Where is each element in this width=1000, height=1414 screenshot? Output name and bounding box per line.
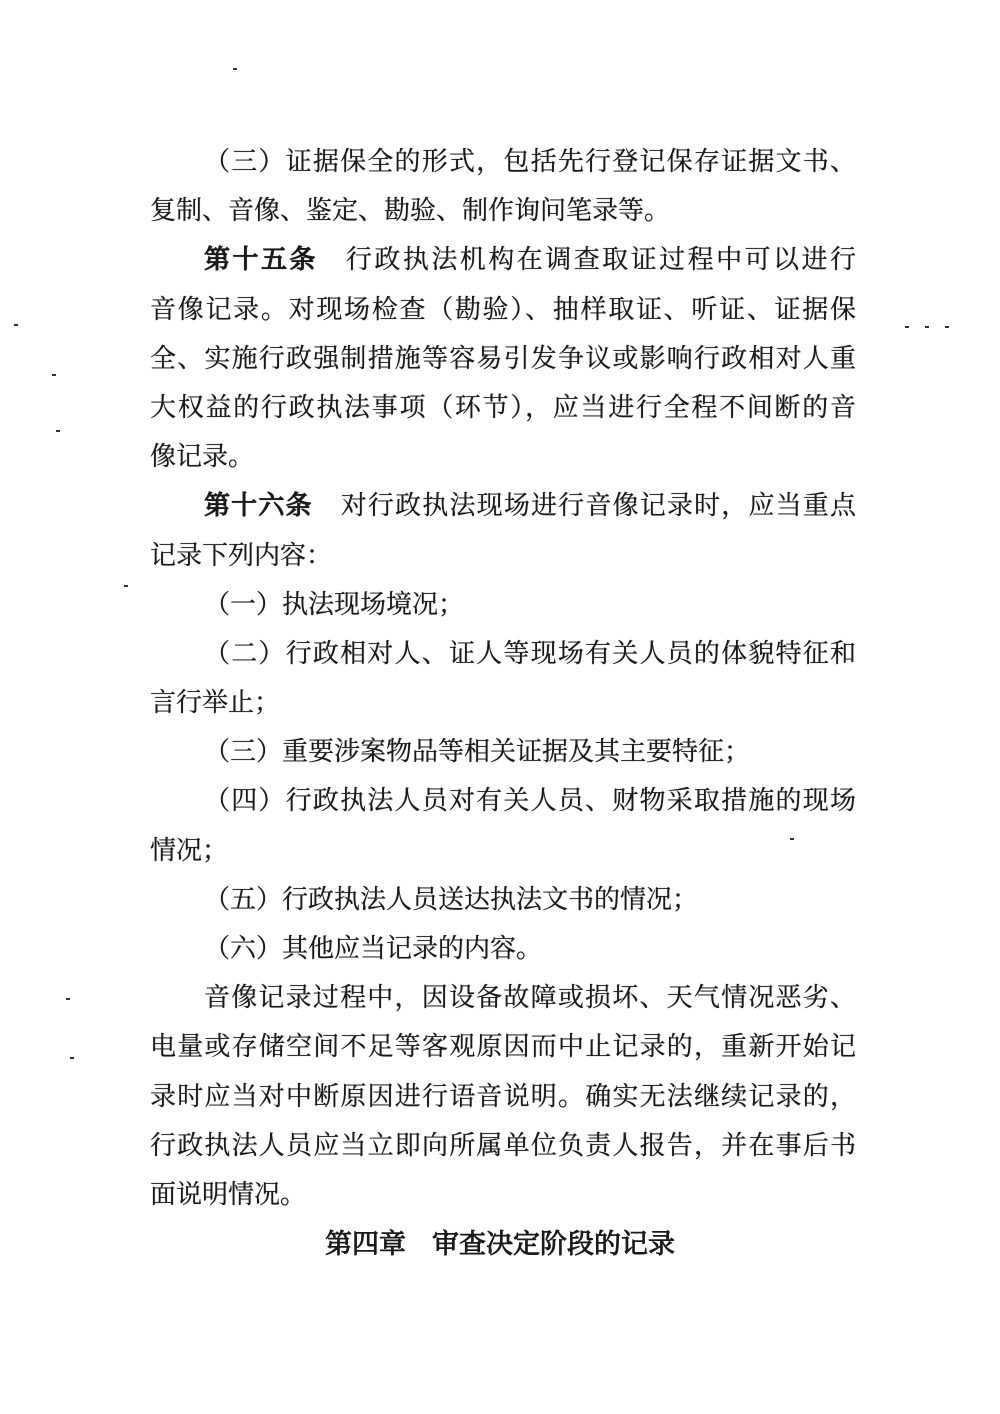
document-body xyxy=(150,138,856,1220)
paragraph-line: 行政执法人员应当立即向所属单位负责人报告，并在事后书 xyxy=(150,1130,856,1161)
scan-speck xyxy=(790,838,794,840)
chapter-title: 审查决定阶段的记录 xyxy=(432,1229,675,1260)
paragraph-line: 音像记录过程中，因设备故障或损坏、天气情况恶劣、 xyxy=(204,983,856,1014)
paragraph-line: 像记录。 xyxy=(150,442,255,473)
scan-speck xyxy=(52,374,56,376)
list-item: （二）行政相对人、证人等现场有关人员的体貌特征和 xyxy=(204,638,856,669)
scan-speck xyxy=(233,68,237,70)
article-15-text: 行政执法机构在调查取证过程中可以进行 xyxy=(345,245,856,276)
list-item: （三）重要涉案物品等相关证据及其主要特征； xyxy=(204,737,751,768)
paragraph-line: 录时应当对中断原因进行语音说明。确实无法继续记录的， xyxy=(150,1081,856,1112)
scan-speck xyxy=(70,1057,74,1059)
scan-speck xyxy=(925,326,929,328)
list-item: （五）行政执法人员送达执法文书的情况； xyxy=(204,884,699,915)
article-15-first-line xyxy=(150,236,856,285)
paragraph-line: 大权益的行政执法事项（环节），应当进行全程不间断的音 xyxy=(150,392,856,423)
paragraph-line: 音像记录。对现场检查（勘验）、抽样取证、听证、证据保 xyxy=(150,294,856,325)
paragraph-line: 面说明情况。 xyxy=(150,1179,307,1210)
article-16-first-line xyxy=(150,482,856,531)
article-16-heading: 第十六条 xyxy=(204,491,313,522)
list-item: （四）行政执法人员对有关人员、财物采取措施的现场 xyxy=(204,786,856,817)
list-item: （六）其他应当记录的内容。 xyxy=(204,934,543,964)
paragraph-line: 电量或存储空间不足等客观原因而中止记录的，重新开始记 xyxy=(150,1032,856,1063)
paragraph-line: 全、实施行政强制措施等容易引发争议或影响行政相对人重 xyxy=(150,343,856,374)
chapter-number: 第四章 xyxy=(325,1229,406,1260)
scan-speck xyxy=(945,326,949,328)
scan-speck xyxy=(124,585,128,587)
list-item-continuation: 情况； xyxy=(150,835,229,866)
list-item: （一）执法现场境况； xyxy=(204,589,465,620)
paragraph-line: （三）证据保全的形式，包括先行登记保存证据文书、 xyxy=(204,147,856,177)
paragraph-line: 记录下列内容： xyxy=(150,540,333,571)
scan-speck xyxy=(66,998,70,1000)
paragraph-line: 复制、音像、鉴定、勘验、制作询问笔录等。 xyxy=(150,196,671,227)
list-item-continuation: 言行举止； xyxy=(150,688,281,719)
chapter-heading xyxy=(0,1225,1000,1265)
scan-speck xyxy=(905,326,909,328)
article-16-text: 对行政执法现场进行音像记录时，应当重点 xyxy=(340,491,856,522)
scan-speck xyxy=(14,324,18,326)
article-15-heading: 第十五条 xyxy=(204,245,318,276)
scan-speck xyxy=(56,430,60,432)
